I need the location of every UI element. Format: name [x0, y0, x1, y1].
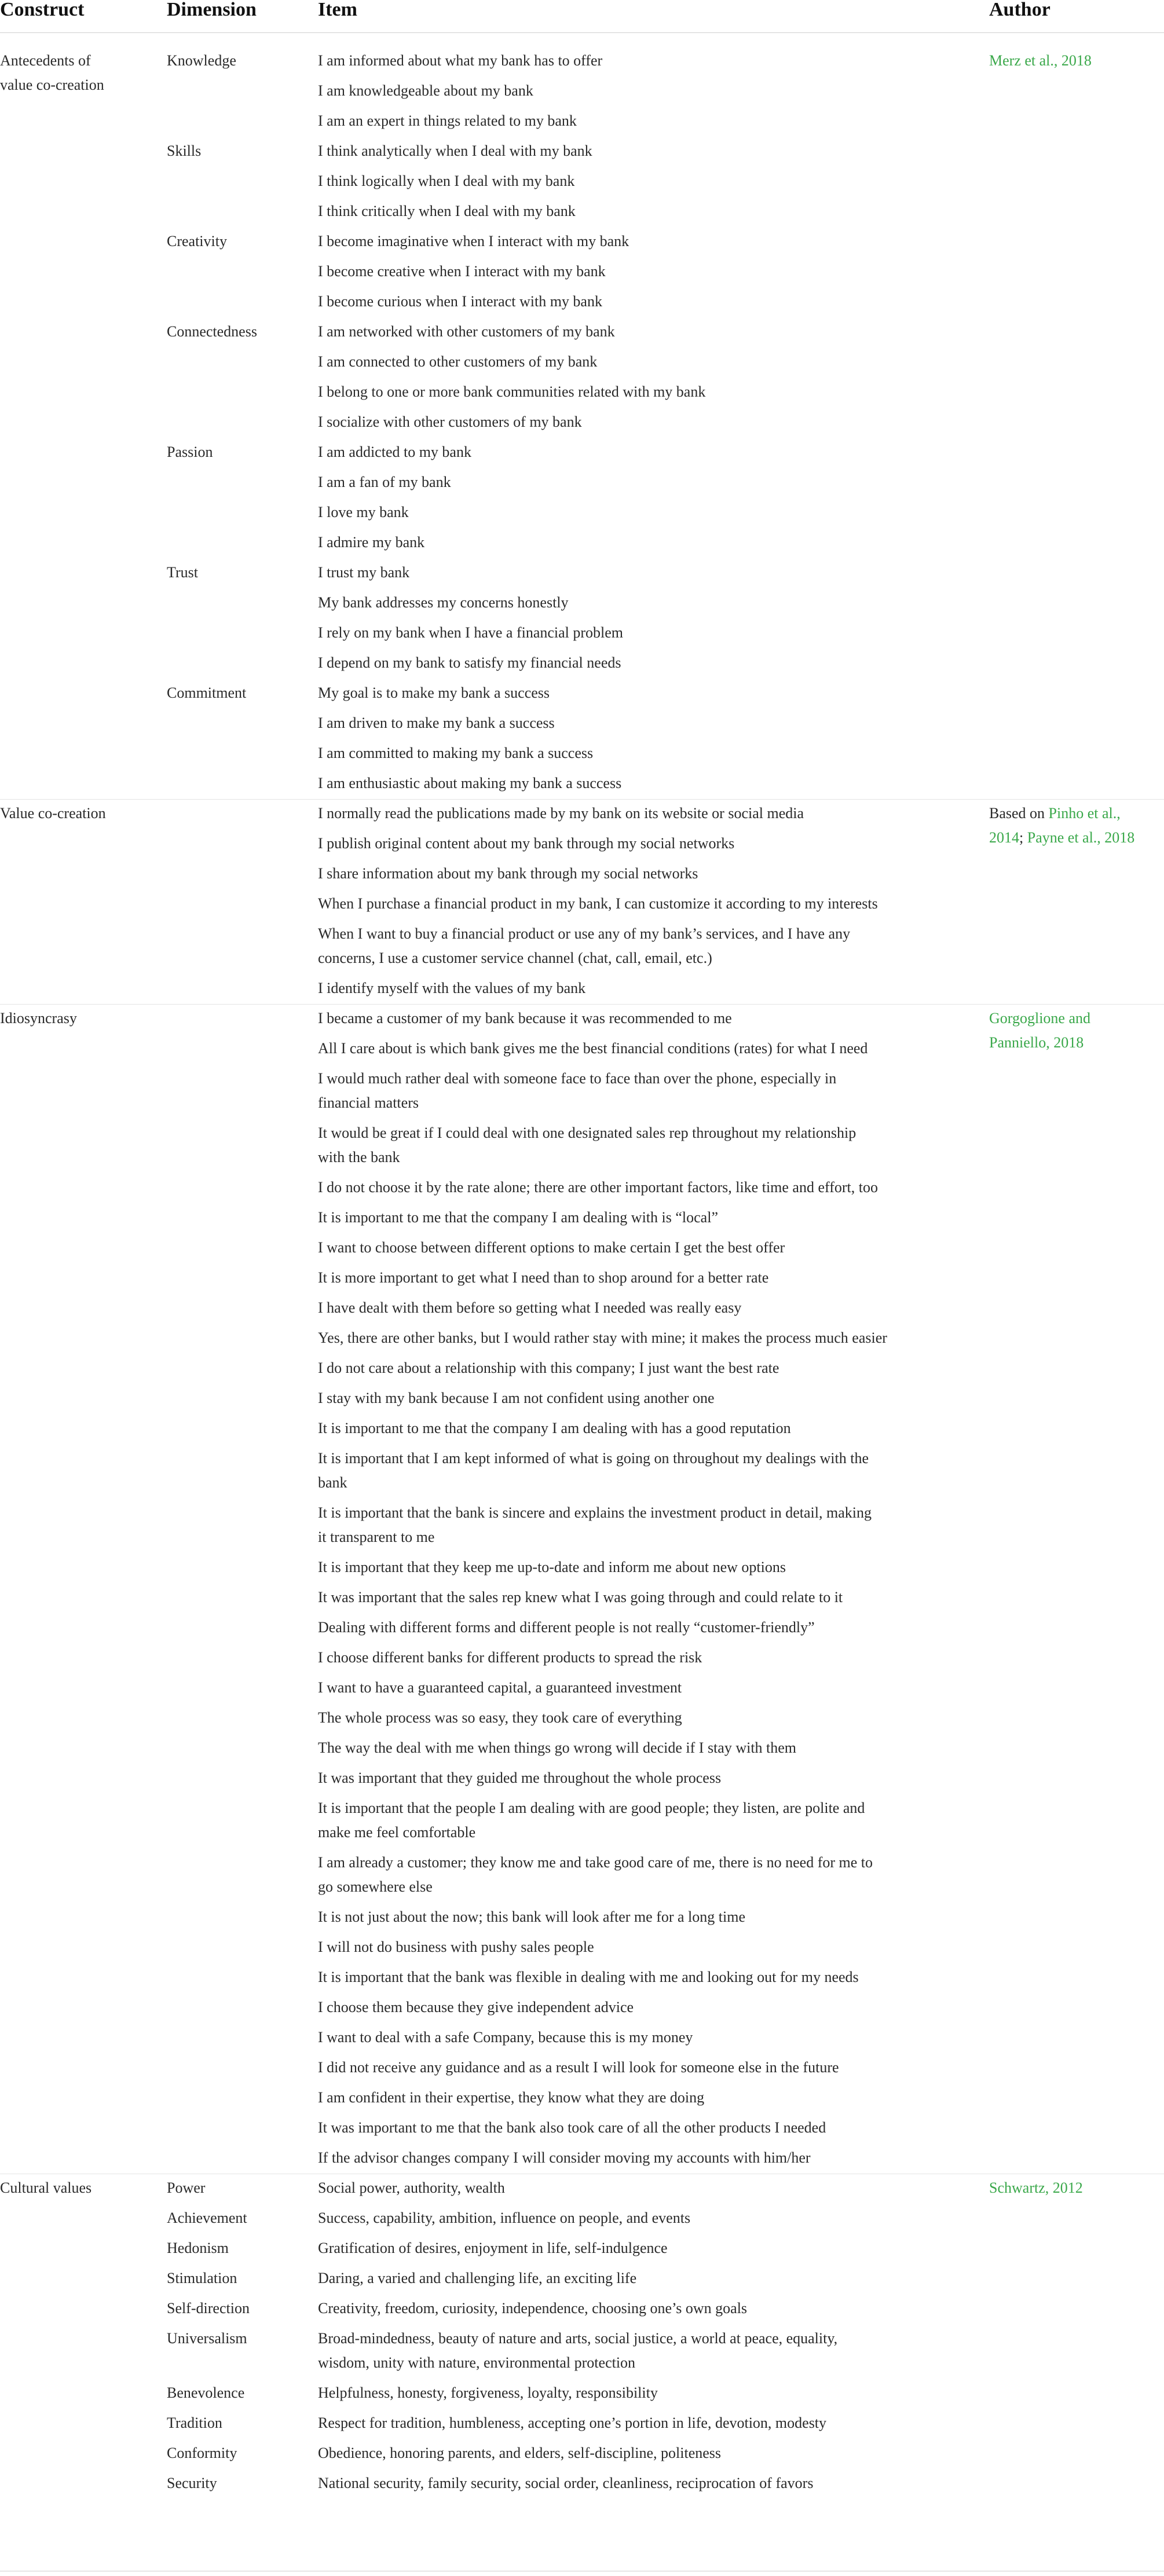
- citation-link[interactable]: Panniello, 2018: [989, 1034, 1084, 1051]
- item-text: It is important that I am kept informed of what is going on throughout my dealings with the: [318, 1450, 869, 1467]
- item-text: financial matters: [318, 1094, 419, 1111]
- item-text: bank: [318, 1474, 347, 1491]
- citation-link[interactable]: Merz et al.,: [989, 52, 1061, 69]
- citation-text: ;: [1019, 829, 1027, 846]
- item-text: I stay with my bank because I am not confident using another one: [318, 1390, 715, 1406]
- dimension-label: Trust: [167, 564, 198, 581]
- item-text: I choose different banks for different products to spread the risk: [318, 1649, 702, 1666]
- dimension-label: Hedonism: [167, 2240, 229, 2256]
- dimension-label: Security: [167, 2475, 217, 2491]
- item-text: I am an expert in things related to my bank: [318, 112, 577, 129]
- item-text: It is not just about the now; this bank will look after me for a long time: [318, 1908, 745, 1925]
- item-text: The way the deal with me when things go wrong will decide if I stay with them: [318, 1739, 797, 1756]
- item-text: with the bank: [318, 1149, 400, 1166]
- item-text: I have dealt with them before so getting what I needed was really easy: [318, 1299, 742, 1316]
- item-text: When I want to buy a financial product or use any of my bank’s services, and I have any: [318, 925, 851, 942]
- item-text: I belong to one or more bank communities related with my bank: [318, 383, 706, 400]
- item-text: It is important that the bank is sincere and explains the investment product in detail, making: [318, 1504, 872, 1521]
- citation-text: Based on: [989, 805, 1049, 822]
- item-text: I publish original content about my bank through my social networks: [318, 835, 735, 852]
- item-text: I am driven to make my bank a success: [318, 714, 555, 731]
- item-text: It is important that the people I am dealing with are good people; they listen, are polite and: [318, 1800, 865, 1816]
- item-text: Gratification of desires, enjoyment in life, self-indulgence: [318, 2240, 668, 2256]
- item-text: I do not choose it by the rate alone; there are other important factors, like time and effort, too: [318, 1179, 878, 1196]
- item-text: I will not do business with pushy sales people: [318, 1939, 594, 1955]
- item-text: I trust my bank: [318, 564, 410, 581]
- dimension-label: Skills: [167, 142, 202, 159]
- item-text: I choose them because they give independent advice: [318, 1999, 634, 2016]
- dimension-label: Achievement: [167, 2209, 247, 2226]
- construct-label: value co-creation: [0, 76, 104, 93]
- item-text: It is important that the bank was flexible in dealing with me and looking out for my needs: [318, 1969, 859, 1985]
- item-text: If the advisor changes company I will consider moving my accounts with him/her: [318, 2149, 811, 2166]
- item-text: I become imaginative when I interact with my bank: [318, 233, 629, 250]
- item-text: All I care about is which bank gives me the best financial conditions (rates) for what I need: [318, 1040, 868, 1057]
- item-text: It was important that they guided me throughout the whole process: [318, 1769, 722, 1786]
- item-text: go somewhere else: [318, 1878, 433, 1895]
- citation-link[interactable]: Gorgoglione and: [989, 1010, 1090, 1027]
- construct-label: Idiosyncrasy: [0, 1010, 77, 1027]
- dimension-label: Connectedness: [167, 323, 257, 340]
- construct-label: Cultural values: [0, 2179, 92, 2196]
- item-text: It would be great if I could deal with one designated sales rep throughout my relationship: [318, 1124, 856, 1141]
- item-text: Daring, a varied and challenging life, an exciting life: [318, 2270, 637, 2286]
- item-text: concerns, I use a customer service channel (chat, call, email, etc.): [318, 950, 712, 966]
- item-text: I am informed about what my bank has to offer: [318, 52, 603, 69]
- item-text: I am committed to making my bank a success: [318, 745, 594, 761]
- item-text: I am knowledgeable about my bank: [318, 82, 533, 99]
- column-header-author: Author: [989, 0, 1050, 20]
- item-text: National security, family security, social order, cleanliness, reciprocation of favors: [318, 2475, 814, 2491]
- item-text: I become creative when I interact with my bank: [318, 263, 606, 280]
- item-text: It is important to me that the company I am dealing with is “local”: [318, 1209, 718, 1226]
- author-citation: [989, 801, 1121, 826]
- item-text: Social power, authority, wealth: [318, 2179, 505, 2196]
- item-text: I share information about my bank through my social networks: [318, 865, 698, 882]
- item-text: I depend on my bank to satisfy my financial needs: [318, 654, 621, 671]
- header-rule: [0, 32, 1164, 33]
- item-text: My goal is to make my bank a success: [318, 684, 550, 701]
- author-citation: [989, 826, 1134, 850]
- item-text: I identify myself with the values of my bank: [318, 980, 586, 996]
- author-citation: [989, 1031, 1084, 1055]
- item-text: It is more important to get what I need than to shop around for a better rate: [318, 1269, 769, 1286]
- item-text: The whole process was so easy, they took care of everything: [318, 1709, 682, 1726]
- citation-link[interactable]: 2014: [989, 829, 1019, 846]
- item-text: My bank addresses my concerns honestly: [318, 594, 569, 611]
- citation-link[interactable]: Payne et al., 2018: [1027, 829, 1135, 846]
- item-text: I think analytically when I deal with my bank: [318, 142, 592, 159]
- item-text: I socialize with other customers of my bank: [318, 413, 582, 430]
- item-text: Success, capability, ambition, influence on people, and events: [318, 2209, 691, 2226]
- item-text: It is important that they keep me up-to-date and inform me about new options: [318, 1559, 786, 1575]
- item-text: Obedience, honoring parents, and elders, self-discipline, politeness: [318, 2445, 722, 2461]
- dimension-label: Tradition: [167, 2414, 222, 2431]
- item-text: I love my bank: [318, 504, 409, 521]
- item-text: I think critically when I deal with my bank: [318, 203, 576, 219]
- item-text: Creativity, freedom, curiosity, independence, choosing one’s own goals: [318, 2300, 748, 2317]
- author-citation: [989, 49, 1092, 73]
- dimension-label: Power: [167, 2179, 206, 2196]
- item-text: I want to have a guaranteed capital, a guaranteed investment: [318, 1679, 682, 1696]
- item-text: Yes, there are other banks, but I would rather stay with mine; it makes the process much easier: [318, 1329, 887, 1346]
- group-divider: [0, 1004, 1164, 1005]
- item-text: I think logically when I deal with my bank: [318, 173, 575, 189]
- item-text: I would much rather deal with someone face to face than over the phone, especially in: [318, 1070, 837, 1087]
- item-text: I want to deal with a safe Company, because this is my money: [318, 2029, 693, 2046]
- item-text: It was important to me that the bank also took care of all the other products I needed: [318, 2119, 826, 2136]
- item-text: It was important that the sales rep knew what I was going through and could relate to it: [318, 1589, 843, 1606]
- citation-link[interactable]: 2018: [1061, 52, 1092, 69]
- item-text: make me feel comfortable: [318, 1824, 476, 1841]
- dimension-label: Creativity: [167, 233, 227, 250]
- item-text: I am connected to other customers of my bank: [318, 353, 598, 370]
- item-text: I am a fan of my bank: [318, 474, 451, 490]
- item-text: Respect for tradition, humbleness, accepting one’s portion in life, devotion, modesty: [318, 2414, 827, 2431]
- citation-link[interactable]: Schwartz, 2012: [989, 2179, 1083, 2196]
- item-text: Helpfulness, honesty, forgiveness, loyalty, responsibility: [318, 2384, 658, 2401]
- group-divider: [0, 799, 1164, 800]
- author-citation: [989, 2176, 1083, 2200]
- construct-label: Value co-creation: [0, 805, 106, 822]
- author-citation: [989, 1006, 1090, 1031]
- column-header-dimension: Dimension: [167, 0, 257, 20]
- item-text: I am networked with other customers of my bank: [318, 323, 615, 340]
- dimension-label: Commitment: [167, 684, 247, 701]
- item-text: I became a customer of my bank because it was recommended to me: [318, 1010, 732, 1027]
- item-text: Broad-mindedness, beauty of nature and arts, social justice, a world at peace, equality,: [318, 2330, 838, 2347]
- item-text: it transparent to me: [318, 1529, 435, 1545]
- construct-label: Antecedents of: [0, 52, 91, 69]
- dimension-label: Knowledge: [167, 52, 236, 69]
- citation-link[interactable]: Pinho et al.,: [1048, 805, 1121, 822]
- item-text: I do not care about a relationship with this company; I just want the best rate: [318, 1360, 779, 1376]
- column-header-item: Item: [318, 0, 357, 20]
- item-text: I am confident in their expertise, they know what they are doing: [318, 2089, 705, 2106]
- item-text: I am enthusiastic about making my bank a success: [318, 775, 622, 792]
- item-text: I want to choose between different options to make certain I get the best offer: [318, 1239, 785, 1256]
- dimension-label: Conformity: [167, 2445, 237, 2461]
- dimension-label: Benevolence: [167, 2384, 245, 2401]
- item-text: I admire my bank: [318, 534, 425, 551]
- item-text: I did not receive any guidance and as a result I will look for someone else in the future: [318, 2059, 839, 2076]
- dimension-label: Self-direction: [167, 2300, 250, 2317]
- dimension-label: Stimulation: [167, 2270, 237, 2286]
- item-text: It is important to me that the company I am dealing with has a good reputation: [318, 1420, 791, 1437]
- dimension-label: Universalism: [167, 2330, 247, 2347]
- item-text: When I purchase a financial product in my bank, I can customize it according to my interests: [318, 895, 878, 912]
- item-text: I am addicted to my bank: [318, 444, 471, 460]
- item-text: Dealing with different forms and different people is not really “customer-friendly”: [318, 1619, 815, 1636]
- column-header-construct: Construct: [0, 0, 85, 20]
- item-text: I rely on my bank when I have a financial problem: [318, 624, 624, 641]
- item-text: I normally read the publications made by my bank on its website or social media: [318, 805, 804, 822]
- dimension-label: Passion: [167, 444, 213, 460]
- item-text: wisdom, unity with nature, environmental protection: [318, 2354, 636, 2371]
- item-text: I am already a customer; they know me and take good care of me, there is no need for me to: [318, 1854, 873, 1871]
- item-text: I become curious when I interact with my bank: [318, 293, 602, 310]
